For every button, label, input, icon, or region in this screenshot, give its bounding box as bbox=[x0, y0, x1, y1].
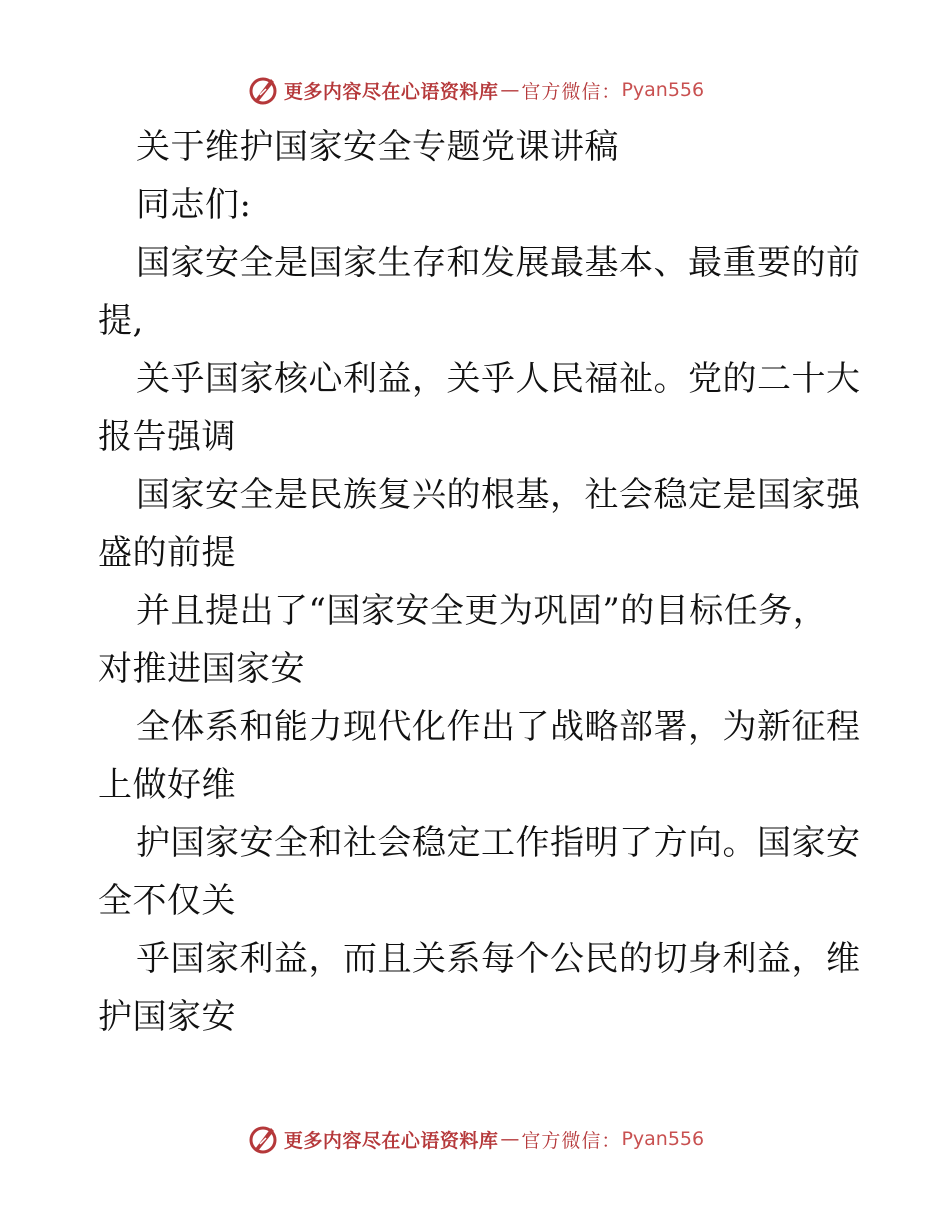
watermark-wechat-label: 官方微信： bbox=[521, 80, 622, 103]
watermark-wechat-id: Pyan556 bbox=[621, 79, 705, 101]
body-line: 国家安全是民族复兴的根基，社会稳定是国家强 bbox=[136, 475, 861, 515]
body-line: 盛的前提 bbox=[98, 533, 236, 573]
watermark-wechat-id: Pyan556 bbox=[621, 1128, 705, 1150]
body-line: 全不仅关 bbox=[98, 881, 236, 921]
body-line: 护国家安 bbox=[98, 997, 236, 1037]
watermark-dash: — bbox=[500, 1128, 520, 1150]
watermark-site-text: 更多内容尽在心语资料库 bbox=[283, 1129, 499, 1152]
body-line: 对推进国家安 bbox=[98, 649, 305, 689]
body-line: 提, bbox=[98, 301, 144, 341]
body-line: 关乎国家核心利益，关乎人民福祉。党的二十大 bbox=[136, 359, 861, 399]
body-line: 并且提出了“国家安全更为巩固”的目标任务， bbox=[136, 591, 828, 631]
watermark-site-text: 更多内容尽在心语资料库 bbox=[283, 80, 499, 103]
document-title: 关于维护国家安全专题党课讲稿 bbox=[136, 127, 619, 167]
document-body bbox=[98, 118, 861, 1046]
body-line: 护国家安全和社会稳定工作指明了方向。国家安 bbox=[136, 823, 861, 863]
quill-logo-icon bbox=[246, 1122, 280, 1156]
watermark-dash: — bbox=[500, 79, 520, 101]
body-line: 国家安全是国家生存和发展最基本、最重要的前 bbox=[136, 243, 861, 283]
salutation: 同志们: bbox=[136, 185, 252, 225]
footer-watermark bbox=[0, 1119, 950, 1159]
body-line: 全体系和能力现代化作出了战略部署，为新征程 bbox=[136, 707, 861, 747]
body-line: 报告强调 bbox=[98, 417, 236, 457]
watermark-wechat-label: 官方微信： bbox=[521, 1129, 622, 1152]
header-watermark bbox=[0, 70, 950, 110]
body-line: 上做好维 bbox=[98, 765, 236, 805]
body-line: 乎国家利益，而且关系每个公民的切身利益，维 bbox=[136, 939, 861, 979]
quill-logo-icon bbox=[246, 73, 280, 107]
